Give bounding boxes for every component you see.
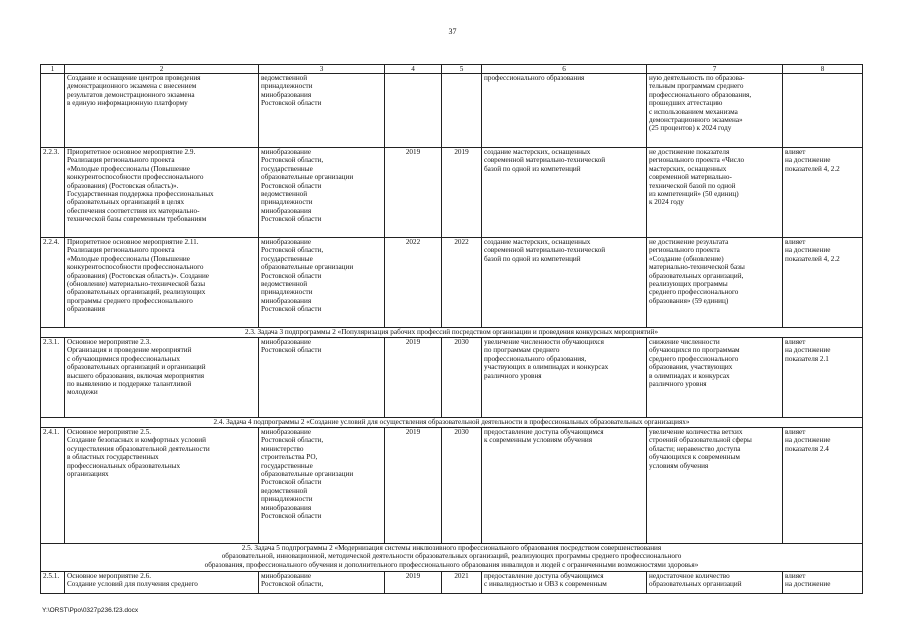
indicator-link [783, 74, 863, 148]
header-row [41, 65, 863, 74]
file-path-footer: Y:\ORST\Ppo\0327p236.f23.docx [42, 607, 139, 614]
start-year: 2019 [385, 572, 442, 594]
non-implementation-consequences: не достижение показателя регионального проекта «Число мастерских, оснащенных современной материально- технической базой по одной из компетенций» (50 единиц) к 2024 году [647, 148, 783, 238]
row-number [41, 74, 65, 148]
header-cell: 1 [41, 65, 65, 74]
header-cell: 3 [259, 65, 385, 74]
task-heading-row [41, 544, 863, 572]
table-row [41, 572, 863, 594]
expected-result: создание мастерских, оснащенных современной материально-технической базой по одной из компетенций [482, 148, 647, 238]
end-year: 2030 [442, 338, 482, 418]
measure-name: Приоритетное основное мероприятие 2.11. Реализация регионального проекта «Молодые профессионалы (Повышение конкурентоспособности профессионального образования) (Ростовская область)». Создание (обновление) материально-технической базы образовательных организаций, реализующих программы среднего профессионального образования [65, 238, 259, 328]
task-heading: 2.4. Задача 4 подпрограммы 2 «Создание условий для осуществления образовательной деятельности в профессиональных образовательных организациях» [41, 418, 863, 428]
table-row [41, 338, 863, 418]
start-year [385, 74, 442, 148]
measure-name: Создание и оснащение центров проведения демонстрационного экзамена с внесением результатов демонстрационного экзамена в единую информационную платформу [65, 74, 259, 148]
executor: минобразование Ростовской области, государственные образовательные организации Ростовской области ведомственной принадлежности минобразования Ростовской области [259, 238, 385, 328]
table-row [41, 428, 863, 544]
header-cell: 6 [482, 65, 647, 74]
non-implementation-consequences: не достижение результата регионального проекта «Создание (обновление) материально-технической базы образовательных организаций, реализующих программы среднего профессионального образования» (59 единиц) [647, 238, 783, 328]
end-year [442, 74, 482, 148]
end-year: 2019 [442, 148, 482, 238]
measures-table [40, 64, 863, 594]
indicator-link: влияет на достижение [783, 572, 863, 594]
end-year: 2030 [442, 428, 482, 544]
executor: минобразование Ростовской области [259, 338, 385, 418]
measure-name: Основное мероприятие 2.6. Создание условий для получения среднего [65, 572, 259, 594]
executor: минобразование Ростовской области, министерство строительства РО, государственные образовательные организации Ростовской области ведомственной принадлежности минобразования Ростовской области [259, 428, 385, 544]
expected-result: увеличение численности обучающихся по программам среднего профессионального образования, участвующих в олимпиадах и конкурсах различного уровня [482, 338, 647, 418]
header-cell: 7 [647, 65, 783, 74]
measure-name: Основное мероприятие 2.5. Создание безопасных и комфортных условий осуществления образовательной деятельности в областных государственных профессиональных образовательных организациях [65, 428, 259, 544]
table-row [41, 238, 863, 328]
row-number: 2.2.4. [41, 238, 65, 328]
indicator-link: влияет на достижение показателя 2.1 [783, 338, 863, 418]
table-body [41, 65, 863, 594]
executor: минобразование Ростовской области, [259, 572, 385, 594]
end-year: 2022 [442, 238, 482, 328]
task-heading: 2.3. Задача 3 подпрограммы 2 «Популяризация рабочих профессий посредством организации и проведения конкурсных мероприятий» [41, 328, 863, 338]
row-number: 2.2.3. [41, 148, 65, 238]
executor: ведомственной принадлежности минобразования Ростовской области [259, 74, 385, 148]
expected-result: предоставление доступа обучающимся с инвалидностью и ОВЗ к современным [482, 572, 647, 594]
measure-name: Основное мероприятие 2.3. Организация и проведение мероприятий с обучающимися профессиональных образовательных организаций и организаций высшего образования, включая мероприятия по выявлению и поддержке талантливой молодежи [65, 338, 259, 418]
row-number: 2.3.1. [41, 338, 65, 418]
indicator-link: влияет на достижение показателей 4, 2.2 [783, 148, 863, 238]
task-heading-row [41, 328, 863, 338]
indicator-link: влияет на достижение показателя 2.4 [783, 428, 863, 544]
table-row [41, 74, 863, 148]
header-cell: 4 [385, 65, 442, 74]
task-heading-row [41, 418, 863, 428]
executor: минобразование Ростовской области, государственные образовательные организации Ростовской области ведомственной принадлежности минобразования Ростовской области [259, 148, 385, 238]
header-cell: 2 [65, 65, 259, 74]
non-implementation-consequences: ную деятельность по образова- тельным программам среднего профессионального образования, прошедших аттестацию с использованием механизма демонстрационного экзамена» (25 процентов) к 2024 году [647, 74, 783, 148]
non-implementation-consequences: снижение численности обучающихся по программам среднего профессионального образования, участвующих в олимпиадах и конкурсах различного уровня [647, 338, 783, 418]
non-implementation-consequences: недостаточное количество образовательных организаций [647, 572, 783, 594]
page-number: 37 [448, 27, 457, 36]
start-year: 2022 [385, 238, 442, 328]
start-year: 2019 [385, 148, 442, 238]
expected-result: профессионального образования [482, 74, 647, 148]
expected-result: предоставление доступа обучающимся к современным условиям обучения [482, 428, 647, 544]
non-implementation-consequences: увеличение количества ветхих строений образовательной сферы области; неравенство доступа обучающихся к современным условиям обучения [647, 428, 783, 544]
start-year: 2019 [385, 338, 442, 418]
task-heading: 2.5. Задача 5 подпрограммы 2 «Модернизация системы инклюзивного профессионального образования посредством совершенствования образовательной, инновационной, методической деятельности образовательных организаций, реализующих программы среднего профессионального образования, профессионального обучения и дополнительного профессионального образования инвалидов и людей с ограниченными возможностями здоровья» [41, 544, 863, 572]
expected-result: создание мастерских, оснащенных современной материально-технической базой по одной из компетенций [482, 238, 647, 328]
measure-name: Приоритетное основное мероприятие 2.9. Реализация регионального проекта «Молодые профессионалы (Повышение конкурентоспособности профессионального образования) (Ростовская область)». Государственная поддержка профессиональных образовательных организаций в целях обеспечения соответствия их материально- технической базы современным требованиям [65, 148, 259, 238]
start-year: 2019 [385, 428, 442, 544]
end-year: 2021 [442, 572, 482, 594]
header-cell: 8 [783, 65, 863, 74]
header-cell: 5 [442, 65, 482, 74]
table-row [41, 148, 863, 238]
indicator-link: влияет на достижение показателей 4, 2.2 [783, 238, 863, 328]
row-number: 2.5.1. [41, 572, 65, 594]
row-number: 2.4.1. [41, 428, 65, 544]
